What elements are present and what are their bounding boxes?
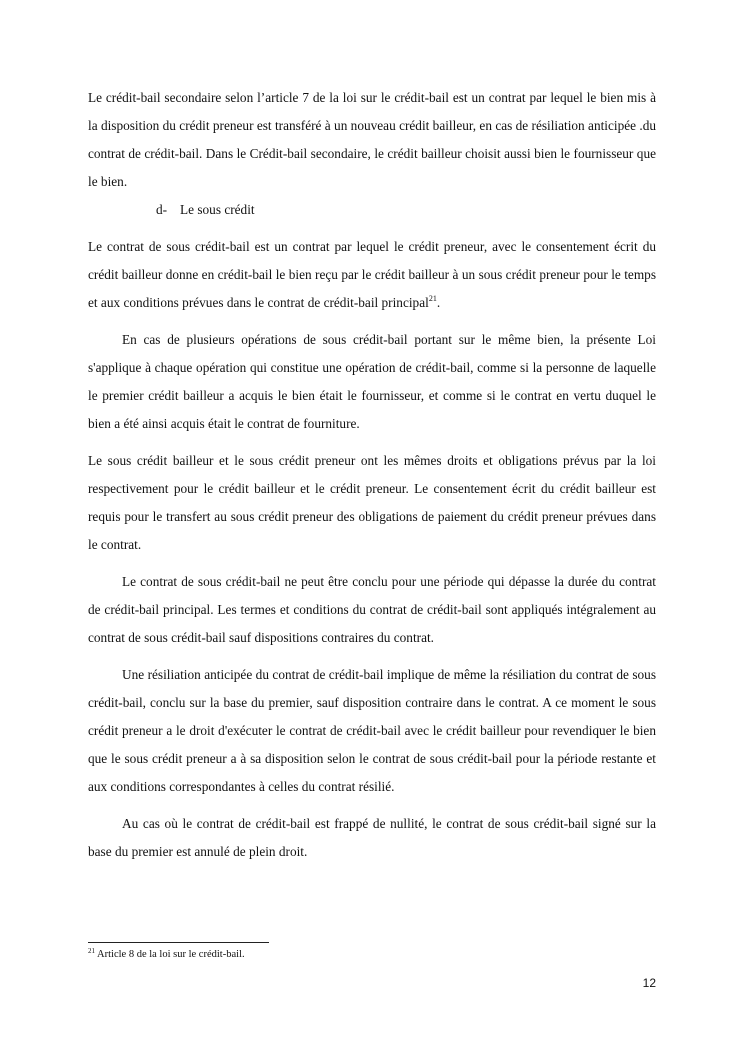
footnote-number: 21: [88, 947, 95, 955]
paragraph-plusieurs-operations: En cas de plusieurs opérations de sous crédit-bail portant sur le même bien, la présente Loi s'applique à chaque opération qui constitue une opération de crédit-bail, comme si la personne de laquelle le premier crédit bailleur a acquis le bien était le fournisseur, et comme si le contrat en vertu duquel le bien a été ainsi acquis était le contrat de fourniture.: [88, 332, 656, 431]
document-body: [88, 84, 656, 866]
page-number: 12: [642, 976, 656, 990]
footnote-reference[interactable]: 21: [428, 294, 437, 303]
paragraph-text: Le contrat de sous crédit-bail est un contrat par lequel le crédit preneur, avec le consentement écrit du crédit bailleur donne en crédit-bail le bien reçu par le crédit bailleur à un sous crédit preneur pour le temps et aux conditions prévues dans le contrat de crédit-bail principal: [88, 239, 656, 310]
paragraph-duree-contrat: Le contrat de sous crédit-bail ne peut être conclu pour une période qui dépasse la durée du contrat de crédit-bail principal. Les termes et conditions du contrat de crédit-bail sont appliqués intégralement au contrat de sous crédit-bail sauf dispositions contraires du contrat.: [88, 574, 656, 645]
paragraph-contrat-sous-credit-bail: [88, 233, 656, 317]
paragraph-credit-bail-secondaire: Le crédit-bail secondaire selon l’article 7 de la loi sur le crédit-bail est un contrat par lequel le bien mis à la disposition du crédit preneur est transféré à un nouveau crédit bailleur, en cas de résiliation anticipée .du contrat de crédit-bail. Dans le Crédit-bail secondaire, le crédit bailleur choisit aussi bien le fournisseur que le bien.: [88, 90, 656, 189]
footnote: [88, 948, 245, 962]
section-heading-text: Le sous crédit: [180, 202, 255, 217]
paragraph-resiliation-anticipee: Une résiliation anticipée du contrat de crédit-bail implique de même la résiliation du contrat de sous crédit-bail, conclu sur la base du premier, sauf disposition contraire dans le contrat. A ce moment le sous crédit preneur a le droit d'exécuter le contrat de crédit-bail avec le crédit bailleur pour revendiquer le bien que le sous crédit preneur a à sa disposition selon le contrat de sous crédit-bail pour la période restante et aux conditions correspondantes à celles du contrat résilié.: [88, 667, 656, 794]
paragraph-end-punctuation: .: [436, 295, 441, 310]
paragraph-droits-obligations: Le sous crédit bailleur et le sous crédit preneur ont les mêmes droits et obligations prévus par la loi respectivement pour le crédit bailleur et le crédit preneur. Le consentement écrit du crédit bailleur est requis pour le transfert au sous crédit preneur des obligations de paiement du crédit preneur prévues dans le contrat.: [88, 453, 656, 552]
section-heading-label: d-: [156, 202, 168, 217]
paragraph-nullite: Au cas où le contrat de crédit-bail est frappé de nullité, le contrat de sous crédit-bail signé sur la base du premier est annulé de plein droit.: [88, 816, 656, 859]
footnote-separator: [88, 942, 269, 943]
footnote-text: Article 8 de la loi sur le crédit-bail.: [95, 949, 245, 960]
section-heading-sous-credit: [88, 196, 656, 224]
